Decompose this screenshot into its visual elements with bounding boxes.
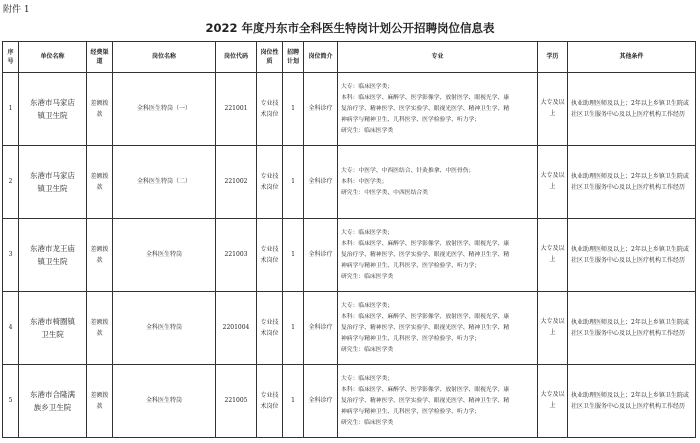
cell-edu: 大专及以上 <box>538 146 568 219</box>
major-line: 本科：临床医学、麻醉学、医学影像学、放射医学、眼视光学、康 <box>341 94 510 101</box>
header-intro: 岗位简介 <box>304 42 338 73</box>
cell-intro: 全科诊疗 <box>304 146 338 219</box>
cell-count: 1 <box>283 73 304 146</box>
cell-intro: 全科诊疗 <box>304 292 338 365</box>
cell-major <box>338 365 538 438</box>
cell-major <box>338 292 538 365</box>
cell-edu: 大专及以上 <box>538 73 568 146</box>
major-line: 大专：中医学、中西医结合、针灸推拿、中医骨伤； <box>341 167 475 174</box>
table-row <box>3 219 696 292</box>
cell-intro: 全科诊疗 <box>304 73 338 146</box>
major-line: 本科：临床医学、麻醉学、医学影像学、放射医学、眼视光学、康 <box>341 386 510 393</box>
cell-funding: 差额拨款 <box>87 292 113 365</box>
major-line: 大专：临床医学类； <box>341 375 394 382</box>
cell-seq: 5 <box>3 365 19 438</box>
header-seq: 序号 <box>3 42 19 73</box>
cell-funding: 差额拨款 <box>87 146 113 219</box>
cell-post-nature: 专业技术岗位 <box>257 146 283 219</box>
major-line: 复治疗学、精神医学、医学实验学、眼视光医学、精神卫生学、精 <box>341 397 510 404</box>
cell-funding: 差额拨款 <box>87 219 113 292</box>
cell-seq: 2 <box>3 146 19 219</box>
cell-other: 执业助理医师及以上；2年以上乡镇卫生院或社区卫生服务中心及以上医疗机构工作经历 <box>568 365 696 438</box>
cell-count: 1 <box>283 146 304 219</box>
cell-other: 执业助理医师及以上；2年以上乡镇卫生院或社区卫生服务中心及以上医疗机构工作经历 <box>568 219 696 292</box>
annex-label: 附件 1 <box>3 5 30 15</box>
cell-intro: 全科诊疗 <box>304 219 338 292</box>
major-line: 大专：临床医学类； <box>341 302 394 309</box>
header-funding: 经费渠道 <box>87 42 113 73</box>
major-line: 大专：临床医学类； <box>341 229 394 236</box>
header-unit: 单位名称 <box>19 42 87 73</box>
cell-post-code: 2201004 <box>216 292 257 365</box>
cell-post-name: 全科医生特岗 <box>113 219 216 292</box>
recruitment-table <box>2 41 696 438</box>
major-line: 本科：中医学类； <box>341 178 388 185</box>
header-count: 招聘计划 <box>283 42 304 73</box>
cell-funding: 差额拨款 <box>87 73 113 146</box>
major-line: 神病学与精神卫生、儿科医学、医学检验学、听力学； <box>341 408 481 415</box>
cell-other: 执业助理医师及以上；2年以上乡镇卫生院或社区卫生服务中心及以上医疗机构工作经历 <box>568 292 696 365</box>
cell-post-code: 221002 <box>216 146 257 219</box>
major-line: 研究生：中医学类、中西医结合类 <box>341 189 428 196</box>
major-line: 复治疗学、精神医学、医学实验学、眼视光医学、精神卫生学、精 <box>341 251 510 258</box>
header-post-nature: 岗位性质 <box>257 42 283 73</box>
cell-major <box>338 146 538 219</box>
table-row <box>3 292 696 365</box>
cell-seq: 3 <box>3 219 19 292</box>
cell-edu: 大专及以上 <box>538 292 568 365</box>
cell-major <box>338 73 538 146</box>
cell-other: 执业助理医师及以上；2年以上乡镇卫生院或社区卫生服务中心及以上医疗机构工作经历 <box>568 73 696 146</box>
major-line: 复治疗学、精神医学、医学实验学、眼视光医学、精神卫生学、精 <box>341 324 510 331</box>
cell-post-nature: 专业技术岗位 <box>257 219 283 292</box>
cell-unit: 东港市马家店镇卫生院 <box>19 73 87 146</box>
header-major: 专业 <box>338 42 538 73</box>
major-line: 研究生：临床医学类 <box>341 273 394 280</box>
cell-seq: 4 <box>3 292 19 365</box>
major-line: 研究生：临床医学类 <box>341 127 394 134</box>
cell-edu: 大专及以上 <box>538 365 568 438</box>
cell-post-name: 全科医生特岗（二） <box>113 146 216 219</box>
cell-post-nature: 专业技术岗位 <box>257 292 283 365</box>
major-line: 本科：临床医学、麻醉学、医学影像学、放射医学、眼视光学、康 <box>341 313 510 320</box>
table-row <box>3 146 696 219</box>
document-title: 2022 年度丹东市全科医生特岗计划公开招聘岗位信息表 <box>205 21 495 35</box>
cell-unit: 东港市龙王庙镇卫生院 <box>19 219 87 292</box>
table-row <box>3 365 696 438</box>
header-other: 其他条件 <box>568 42 696 73</box>
major-line: 神病学与精神卫生、儿科医学、医学检验学、听力学； <box>341 262 481 269</box>
cell-unit: 东港市合隆满族乡卫生院 <box>19 365 87 438</box>
cell-post-nature: 专业技术岗位 <box>257 73 283 146</box>
major-line: 研究生：临床医学类 <box>341 346 394 353</box>
major-line: 神病学与精神卫生、儿科医学、医学检验学、听力学； <box>341 116 481 123</box>
cell-count: 1 <box>283 365 304 438</box>
cell-post-name: 全科医生特岗 <box>113 292 216 365</box>
header-edu: 学历 <box>538 42 568 73</box>
cell-post-code: 221001 <box>216 73 257 146</box>
cell-post-code: 221005 <box>216 365 257 438</box>
major-line: 复治疗学、精神医学、医学实验学、眼视光医学、精神卫生学、精 <box>341 105 510 112</box>
cell-intro: 全科诊疗 <box>304 365 338 438</box>
cell-count: 1 <box>283 292 304 365</box>
cell-post-code: 221003 <box>216 219 257 292</box>
cell-seq: 1 <box>3 73 19 146</box>
cell-count: 1 <box>283 219 304 292</box>
major-line: 本科：临床医学、麻醉学、医学影像学、放射医学、眼视光学、康 <box>341 240 510 247</box>
cell-unit: 东港市椅圈镇卫生院 <box>19 292 87 365</box>
major-line: 研究生：临床医学类 <box>341 419 394 426</box>
header-post-name: 岗位名称 <box>113 42 216 73</box>
cell-major <box>338 219 538 292</box>
major-line: 神病学与精神卫生、儿科医学、医学检验学、听力学； <box>341 335 481 342</box>
header-row <box>3 42 696 73</box>
cell-other: 执业助理医师及以上；2年以上乡镇卫生院或社区卫生服务中心及以上医疗机构工作经历 <box>568 146 696 219</box>
cell-unit: 东港市马家店镇卫生院 <box>19 146 87 219</box>
cell-funding: 差额拨款 <box>87 365 113 438</box>
cell-post-name: 全科医生特岗（一） <box>113 73 216 146</box>
cell-post-name: 全科医生特岗 <box>113 365 216 438</box>
cell-edu: 大专及以上 <box>538 219 568 292</box>
header-post-code: 岗位代码 <box>216 42 257 73</box>
table-row <box>3 73 696 146</box>
cell-post-nature: 专业技术岗位 <box>257 365 283 438</box>
major-line: 大专：临床医学类； <box>341 83 394 90</box>
